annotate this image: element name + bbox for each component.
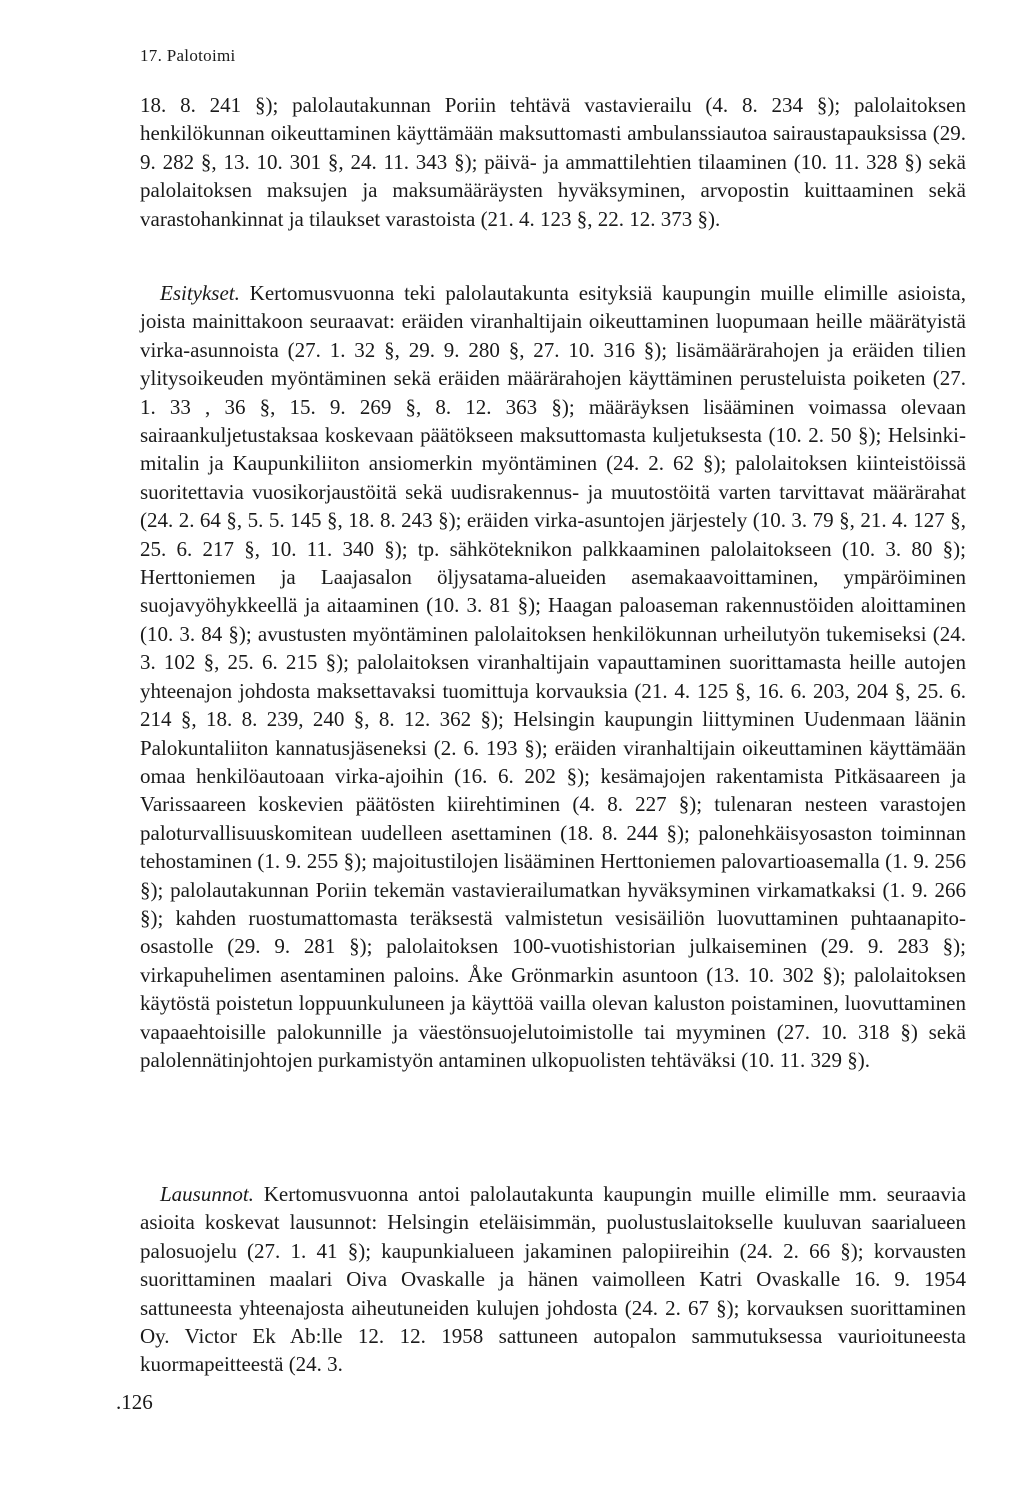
section-heading-lausunnot: Lausunnot. — [160, 1182, 254, 1206]
paragraph-continuation — [140, 91, 966, 233]
paragraph-text: Kertomusvuonna antoi palolautakunta kaupungin muille elimille mm. seuraavia asioita koskevat lausunnot: Helsingin eteläisimmän, puolustuslaitokselle kuuluvan saarialueen palosuojelu (27. 1. 41 §); kaupunkialueen jakaminen palopiireihin (24. 2. 66 §); korvausten suorittaminen maalari Oiva Ovaskalle ja hänen vaimolleen Katri Ovaskalle 16. 9. 1954 sattuneesta yhteenajosta aiheutuneiden kulujen johdosta (24. 2. 67 §); korvauksen suorittaminen Oy. Victor Ek Ab:lle 12. 12. 1958 sattuneen autopalon sammutuksessa vaurioituneesta kuormapeitteestä (24. 3. — [140, 1182, 967, 1377]
section-heading-esitykset: Esitykset. — [160, 281, 240, 305]
paragraph-text: Kertomusvuonna teki palolautakunta esityksiä kaupungin muille elimille asioista, joista mainittakoon seuraavat: eräiden viranhaltijain oikeuttaminen luopumaan heille määrätyistä virka-asunnoista (27. 1. 32 §, 29. 9. 280 §, 27. 10. 316 §); lisämäärärahojen ja eräiden tilien ylitysoikeuden myöntäminen sekä eräiden määrärahojen käyttäminen perusteluista poiketen (27. 1. 33 , 36 §, 15. 9. 269 §, 8. 12. 363 §); määräyksen lisääminen voimassa olevaan sairaankuljetustaksaa koskevaan päätökseen maksuttomasta kuljetuksesta (10. 2. 50 §); Helsinki-mitalin ja Kaupunkiliiton ansiomerkin myöntäminen (24. 2. 62 §); palolaitoksen kiinteistöissä suoritettavia vuosikorjaustöitä sekä uudisrakennus- ja muutostöitä varten tarvittavat määrärahat (24. 2. 64 §, 5. 5. 145 §, 18. 8. 243 §); eräiden virka-asuntojen järjestely (10. 3. 79 §, 21. 4. 127 §, 25. 6. 217 §, 10. 11. 340 §); tp. sähköteknikon palkkaaminen palolaitokseen (10. 3. 80 §); Herttoniemen ja Laajasalon öljysatama-alueiden asemakaavoittaminen, ympäröiminen suojavyöhykkeellä ja aitaaminen (10. 3. 81 §); Haagan paloaseman rakennustöiden aloittaminen (10. 3. 84 §); avustusten myöntäminen palolaitoksen henkilökunnan urheilutyön tukemiseksi (24. 3. 102 §, 25. 6. 215 §); palolaitoksen viranhaltijain vapauttaminen suorittamasta heille autojen yhteenajon johdosta maksettavaksi tuomittuja korvauksia (21. 4. 125 §, 16. 6. 203, 204 §, 25. 6. 214 §, 18. 8. 239, 240 §, 8. 12. 362 §); Helsingin kaupungin liittyminen Uudenmaan läänin Palokuntaliiton kannatusjäseneksi (2. 6. 193 §); eräiden viranhaltijain oikeuttaminen käyttämään omaa henkilöautoaan virka-ajoihin (16. 6. 202 §); kesämajojen rakentamista Pitkäsaareen ja Varissaareen koskevien päätösten kiirehtiminen (4. 8. 227 §); tulenaran nesteen varastojen paloturvallisuuskomitean uudelleen asettaminen (18. 8. 244 §); palonehkäisyosaston toiminnan tehostaminen (1. 9. 255 §); majoitustilojen lisääminen Herttoniemen palovartioasemalla (1. 9. 256 §); palolautakunnan Poriin tekemän vastavierailumatkan hyväksyminen virkamatkaksi (1. 9. 266 §); kahden ruostumattomasta teräksestä valmistetun vesisäiliön luovuttaminen puhtaanapito-osastolle (29. 9. 281 §); palolaitoksen 100-vuotishistorian julkaiseminen (29. 9. 283 §); virkapuhelimen asentaminen paloins. Åke Grönmarkin asuntoon (13. 10. 302 §); palolaitoksen käytöstä poistetun loppuunkuluneen ja käyttöä vailla olevan kaluston poistaminen, luovuttaminen vapaaehtoisille palokunnille ja väestönsuojelutoimistolle tai myyminen (27. 10. 318 §) sekä palolennätinjohtojen purkamistyön antaminen ulkopuolisten tehtäväksi (10. 11. 329 §). — [140, 281, 967, 1072]
paragraph-lausunnot — [140, 1180, 966, 1379]
paragraph-esitykset — [140, 279, 966, 1074]
page-number: .126 — [116, 1390, 153, 1414]
paragraph-text: 18. 8. 241 §); palolautakunnan Poriin tehtävä vastavierailu (4. 8. 234 §); palolaitoksen henkilökunnan oikeuttaminen käyttämään maksuttomasti ambulanssiautoa sairaustapauksissa (29. 9. 282 §, 13. 10. 301 §, 24. 11. 343 §); päivä- ja ammattilehtien tilaaminen (10. 11. 328 §) sekä palolaitoksen maksujen ja maksumääräysten hyväksyminen, arvopostin kuittaaminen sekä varastohankinnat ja tilaukset varastoista (21. 4. 123 §, 22. 12. 373 §). — [140, 93, 966, 231]
running-head: 17. Palotoimi — [140, 46, 236, 65]
